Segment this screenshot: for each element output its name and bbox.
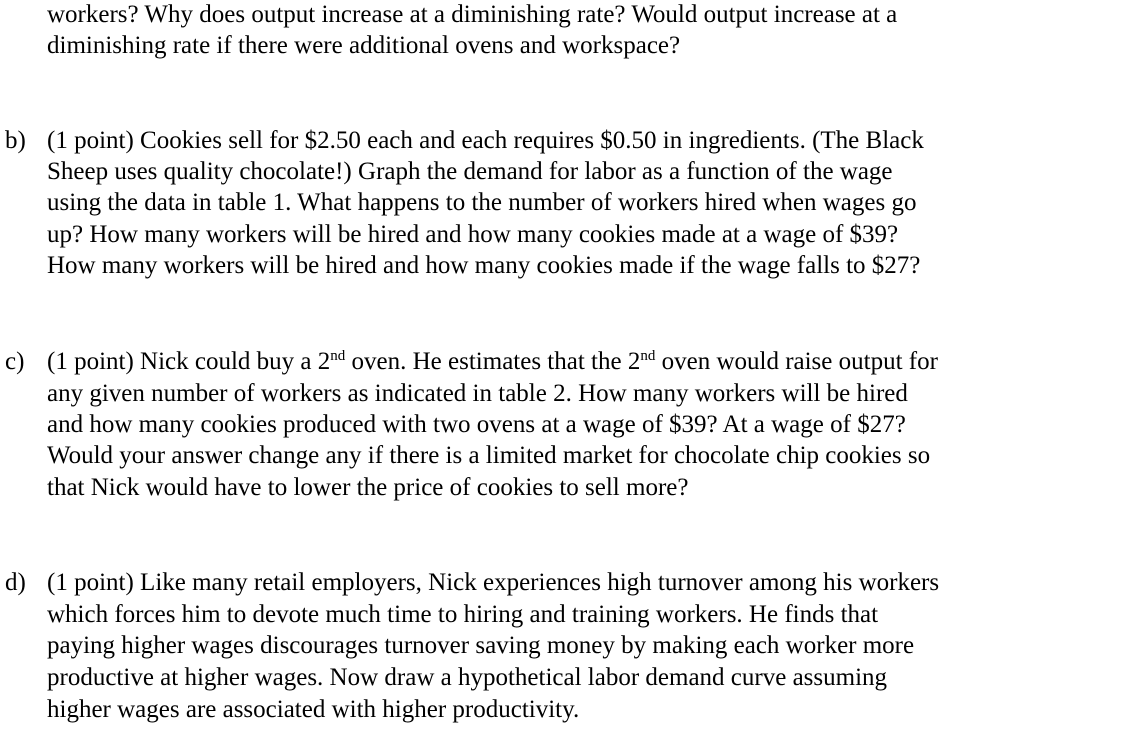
question-b-line-3: using the data in table 1. What happens to the number of workers hired when wages go bbox=[47, 189, 917, 216]
question-d-line-5: higher wages are associated with higher productivity. bbox=[47, 696, 580, 723]
question-b-line-4: up? How many workers will be hired and how many cookies made at a wage of $39? bbox=[47, 221, 899, 248]
question-b-marker: b) bbox=[5, 127, 26, 154]
question-c-line-1-part-a: (1 point) Nick could buy a 2 bbox=[47, 348, 331, 375]
question-c-line-2: any given number of workers as indicated in table 2. How many workers will be hired bbox=[47, 380, 908, 407]
question-c-line-1-part-c: oven would raise output for bbox=[655, 348, 938, 375]
question-c-marker: c) bbox=[5, 348, 25, 375]
question-c-line-1-part-b: oven. He estimates that the 2 bbox=[345, 348, 641, 375]
question-d-line-2: which forces him to devote much time to hiring and training workers. He finds that bbox=[47, 601, 879, 628]
intro-line-2: diminishing rate if there were additional ovens and workspace? bbox=[47, 32, 681, 59]
question-d-marker: d) bbox=[5, 569, 26, 596]
question-d-line-3: paying higher wages discourages turnover saving money by making each worker more bbox=[47, 632, 915, 659]
question-b-line-1: (1 point) Cookies sell for $2.50 each and each requires $0.50 in ingredients. (The Black bbox=[47, 127, 924, 154]
question-c-line-4: Would your answer change any if there is a limited market for chocolate chip cookies so bbox=[47, 442, 931, 469]
question-c-line-3: and how many cookies produced with two ovens at a wage of $39? At a wage of $27? bbox=[47, 411, 906, 438]
question-c-line-1 bbox=[47, 347, 938, 377]
ordinal-superscript: nd bbox=[640, 348, 656, 364]
question-d-line-4: productive at higher wages. Now draw a hypothetical labor demand curve assuming bbox=[47, 664, 888, 691]
question-b-line-2: Sheep uses quality chocolate!) Graph the demand for labor as a function of the wage bbox=[47, 158, 893, 185]
question-d-line-1: (1 point) Like many retail employers, Nick experiences high turnover among his workers bbox=[47, 569, 940, 596]
question-c-line-5: that Nick would have to lower the price of cookies to sell more? bbox=[47, 474, 689, 501]
question-b-line-5: How many workers will be hired and how many cookies made if the wage falls to $27? bbox=[47, 252, 921, 279]
ordinal-superscript: nd bbox=[330, 348, 346, 364]
intro-line-1: workers? Why does output increase at a diminishing rate? Would output increase at a bbox=[47, 1, 898, 28]
